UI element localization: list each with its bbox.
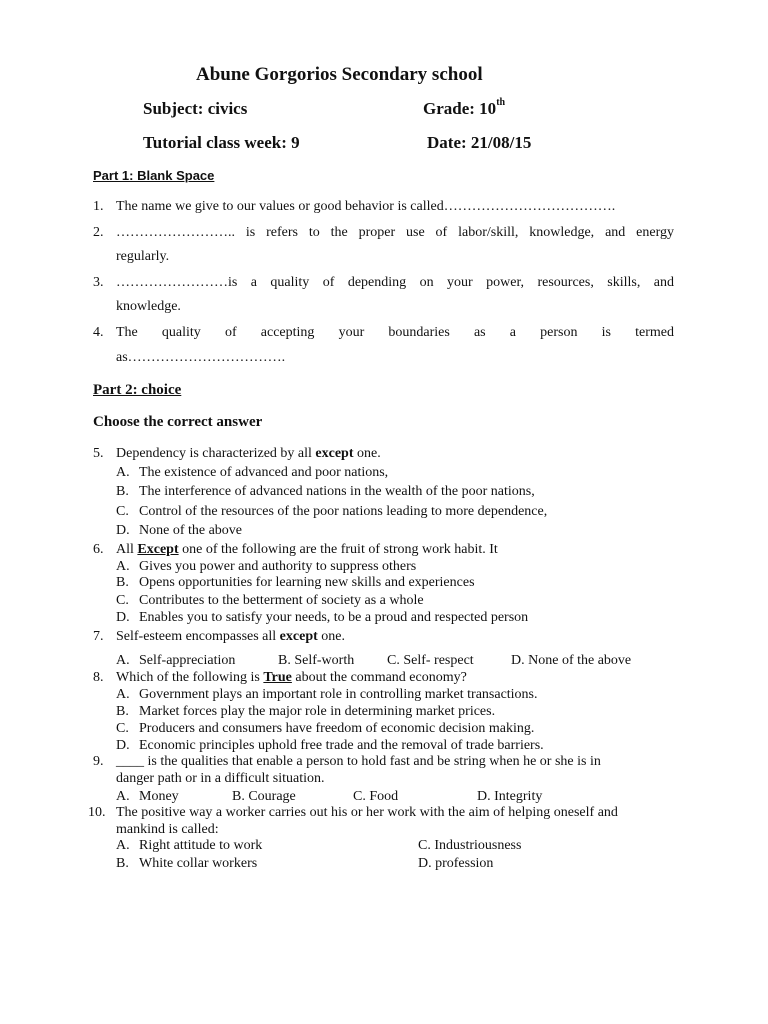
- q5-stem-bold: except: [315, 446, 354, 461]
- option-text: Integrity: [494, 789, 543, 804]
- option-text: The existence of advanced and poor nations,: [139, 465, 389, 480]
- option-text: Courage: [248, 789, 296, 804]
- q7-option-d: [511, 653, 631, 669]
- option-label: C.: [387, 653, 400, 668]
- q7-stem-post: one.: [317, 629, 345, 644]
- q9-number: 9.: [93, 754, 104, 769]
- q8-stem-bold: True: [263, 670, 292, 685]
- option-label: A.: [116, 653, 130, 668]
- grade-label: [423, 99, 505, 119]
- q10-number: 10.: [88, 805, 106, 820]
- q4-line1: The quality of accepting your boundaries as a person is termed: [116, 325, 674, 340]
- option-label: C.: [116, 504, 129, 519]
- grade-text: Grade: 10: [423, 99, 497, 118]
- option-text: Economic principles uphold free trade and the removal of trade barriers.: [139, 738, 544, 753]
- option-text: Food: [369, 789, 399, 804]
- option-text: Self- respect: [403, 653, 474, 668]
- option-label: C.: [116, 721, 129, 736]
- q6-stem-bold: Except: [137, 542, 179, 557]
- option-label: D.: [116, 523, 130, 538]
- q5-stem-pre: Dependency is characterized by all: [116, 446, 316, 461]
- q8-option-b: [116, 704, 495, 720]
- option-text: Money: [139, 789, 179, 804]
- q8-option-a: [116, 687, 538, 703]
- q1-text: The name we give to our values or good behavior is called……………………………….: [116, 199, 616, 214]
- option-text: White collar workers: [139, 856, 258, 871]
- q7-option-b: [278, 653, 354, 669]
- option-text: Self-appreciation: [139, 653, 236, 668]
- q5-option-d: [116, 523, 242, 539]
- week-label: Tutorial class week: 9: [143, 133, 300, 152]
- option-text: Control of the resources of the poor nations leading to more dependence,: [139, 504, 548, 519]
- q9-option-d: [477, 789, 542, 805]
- q5-stem: [116, 446, 381, 462]
- q9-line1: ____ is the qualities that enable a person to hold fast and be string when he or she is in: [116, 754, 601, 769]
- subject-label: Subject: civics: [143, 99, 248, 118]
- q8-option-d: [116, 738, 544, 754]
- option-label: B.: [116, 484, 129, 499]
- q10-line1: The positive way a worker carries out his or her work with the aim of helping oneself and: [116, 805, 618, 820]
- part2-title: Part 2: choice: [93, 382, 182, 398]
- q10-option-b: [116, 856, 257, 872]
- part1-title: Part 1: Blank Space: [93, 168, 215, 183]
- q1-number: 1.: [93, 199, 104, 214]
- option-text: Contributes to the betterment of society as a whole: [139, 593, 424, 608]
- option-text: None of the above: [139, 523, 243, 538]
- q4-line2: as…………………………….: [116, 350, 286, 365]
- option-text: Producers and consumers have freedom of economic decision making.: [139, 721, 535, 736]
- q5-option-a: [116, 465, 388, 481]
- q9-option-c: [353, 789, 398, 805]
- q9-line2: danger path or in a difficult situation.: [116, 771, 325, 786]
- q3-line2: knowledge.: [116, 299, 181, 314]
- grade-superscript: th: [496, 97, 506, 108]
- option-label: B.: [116, 704, 129, 719]
- q6-option-b: [116, 575, 475, 591]
- q3-line1: ……………………is a quality of depending on your power, resources, skills, and: [116, 275, 674, 290]
- option-text: Enables you to satisfy your needs, to be a proud and respected person: [139, 610, 529, 625]
- q8-number: 8.: [93, 670, 104, 685]
- q10-option-c: C. Industriousness: [418, 838, 522, 853]
- q6-stem-post: one of the following are the fruit of strong work habit. It: [178, 542, 498, 557]
- q8-stem: [116, 670, 467, 686]
- q6-stem-pre: All: [116, 542, 138, 557]
- option-text: Self-worth: [294, 653, 355, 668]
- option-text: Gives you power and authority to suppress others: [139, 559, 417, 574]
- option-label: A.: [116, 789, 130, 804]
- q5-option-c: [116, 504, 547, 520]
- q4-number: 4.: [93, 325, 104, 340]
- option-label: B.: [278, 653, 291, 668]
- option-label: A.: [116, 465, 130, 480]
- option-text: Opens opportunities for learning new skills and experiences: [139, 575, 475, 590]
- q5-stem-post: one.: [353, 446, 381, 461]
- school-name: Abune Gorgorios Secondary school: [196, 64, 483, 85]
- q3-number: 3.: [93, 275, 104, 290]
- option-label: D.: [116, 738, 130, 753]
- part2-instruction: Choose the correct answer: [93, 414, 263, 430]
- q6-option-d: [116, 610, 528, 626]
- q6-option-c: [116, 593, 424, 609]
- q2-line2: regularly.: [116, 249, 170, 264]
- q6-option-a: [116, 559, 416, 575]
- q7-stem-pre: Self-esteem encompasses all: [116, 629, 280, 644]
- option-label: A.: [116, 838, 130, 853]
- option-text: Government plays an important role in controlling market transactions.: [139, 687, 538, 702]
- option-label: B.: [116, 856, 129, 871]
- option-label: B.: [116, 575, 129, 590]
- option-label: D.: [116, 610, 130, 625]
- q8-stem-pre: Which of the following is: [116, 670, 264, 685]
- option-label: C.: [353, 789, 366, 804]
- q6-number: 6.: [93, 542, 104, 557]
- q9-option-a: [116, 789, 179, 805]
- q2-line1: …………………….. is refers to the proper use of labor/skill, knowledge, and energy: [116, 225, 674, 240]
- option-label: D.: [511, 653, 525, 668]
- q7-option-c: [387, 653, 474, 669]
- q5-option-b: [116, 484, 535, 500]
- option-label: A.: [116, 559, 130, 574]
- option-text: Right attitude to work: [139, 838, 263, 853]
- q6-stem: [116, 542, 498, 558]
- q7-option-a: [116, 653, 235, 669]
- option-label: A.: [116, 687, 130, 702]
- option-label: B.: [232, 789, 245, 804]
- q7-stem: [116, 629, 345, 645]
- option-text: None of the above: [528, 653, 632, 668]
- q9-option-b: [232, 789, 296, 805]
- q7-number: 7.: [93, 629, 104, 644]
- option-label: D.: [477, 789, 491, 804]
- q7-stem-bold: except: [279, 629, 318, 644]
- option-label: C.: [116, 593, 129, 608]
- q10-option-a: [116, 838, 262, 854]
- option-text: Market forces play the major role in determining market prices.: [139, 704, 496, 719]
- q5-number: 5.: [93, 446, 104, 461]
- q8-stem-post: about the command economy?: [291, 670, 467, 685]
- q8-option-c: [116, 721, 534, 737]
- q2-number: 2.: [93, 225, 104, 240]
- date-label: Date: 21/08/15: [427, 133, 532, 152]
- q10-option-d: D. profession: [418, 856, 494, 871]
- option-text: The interference of advanced nations in the wealth of the poor nations,: [139, 484, 535, 499]
- q10-line2: mankind is called:: [116, 822, 219, 837]
